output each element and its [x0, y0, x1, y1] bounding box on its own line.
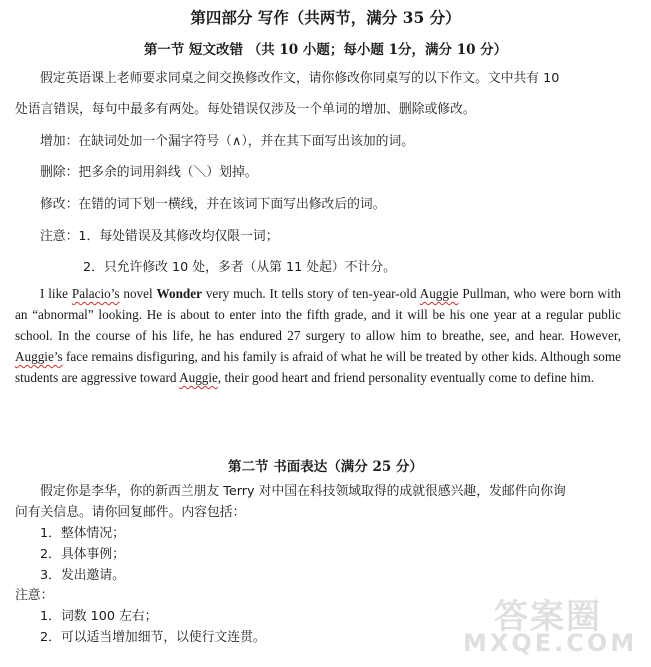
- essay-name-auggie-3: Auggie: [179, 370, 218, 385]
- section1-intro-line2: 处语言错误，每句中最多有两处。每处错误仅涉及一个单词的增加、删除或修改。: [15, 102, 476, 117]
- content-item-1: 1．整体情况；: [40, 526, 125, 541]
- section1-title: 第一节 短文改错 （共 10 小题；每小题 1分，满分 10 分）: [143, 42, 508, 58]
- modify-rule: 修改：在错的词下划一横线，并在该词下面写出修改后的词。: [40, 197, 386, 212]
- section2-title: 第二节 书面表达（满分 25 分）: [228, 459, 423, 475]
- delete-rule: 删除：把多余的词用斜线（＼）划掉。: [40, 165, 258, 180]
- essay-name-palacio: Palacio’s: [71, 286, 120, 301]
- watermark-logo-text: 答案圈: [494, 597, 602, 637]
- essay-passage: [15, 283, 621, 388]
- essay-text-3: very much. It tells story of ten-year-old: [201, 286, 420, 301]
- essay-text-4: Pullman, who were born with an “abnormal” looking. He is about to enter into the fifth grade, and it will be his one year at a regular public school. In the course of his life, he has endured 27 surgery to allow him to breathe, see, and hear. However,: [15, 286, 621, 343]
- section2-note-2: 2．可以适当增加细节，以使行文连贯。: [40, 630, 266, 645]
- watermark-domain-text: MXQE.COM: [463, 629, 638, 657]
- part-title: 第四部分 写作（共两节，满分 35 分）: [190, 8, 461, 27]
- section2-note-1: 1．词数 100 左右；: [40, 609, 158, 624]
- content-item-2: 2．具体事例；: [40, 547, 125, 562]
- essay-name-auggie-2: Auggie’s: [15, 349, 63, 364]
- section1-intro-line1: 假定英语课上老师要求同桌之间交换修改作文，请你修改你同桌写的以下作文。文中共有 10: [40, 71, 560, 86]
- site-watermark: [463, 589, 638, 659]
- essay-text-6: , their good heart and friend personality eventually come to define him.: [217, 370, 594, 385]
- section2-intro-line2: 问有关信息。请你回复邮件。内容包括：: [15, 505, 246, 520]
- note-1: 注意：1．每处错误及其修改均仅限一词；: [40, 229, 279, 244]
- essay-text-5: face remains disfiguring, and his family is afraid of what he will be treated by other kids. Although some students are aggressive toward: [15, 349, 621, 385]
- essay-text-1: I like: [40, 286, 72, 301]
- section2-intro-line1: 假定你是李华，你的新西兰朋友 Terry 对中国在科技领域取得的成就很感兴趣，发邮件向你询: [40, 484, 566, 499]
- note-2: 2．只允许修改 10 处，多者（从第 11 处起）不计分。: [83, 260, 396, 275]
- add-rule: 增加：在缺词处加一个漏字符号（∧），并在其下面写出该加的词。: [40, 134, 415, 149]
- essay-text-2: novel: [119, 286, 157, 301]
- section2-note-label: 注意：: [15, 588, 54, 603]
- content-item-3: 3．发出邀请。: [40, 568, 125, 583]
- essay-novel-title: Wonder: [156, 286, 202, 301]
- essay-name-auggie-1: Auggie: [419, 286, 459, 301]
